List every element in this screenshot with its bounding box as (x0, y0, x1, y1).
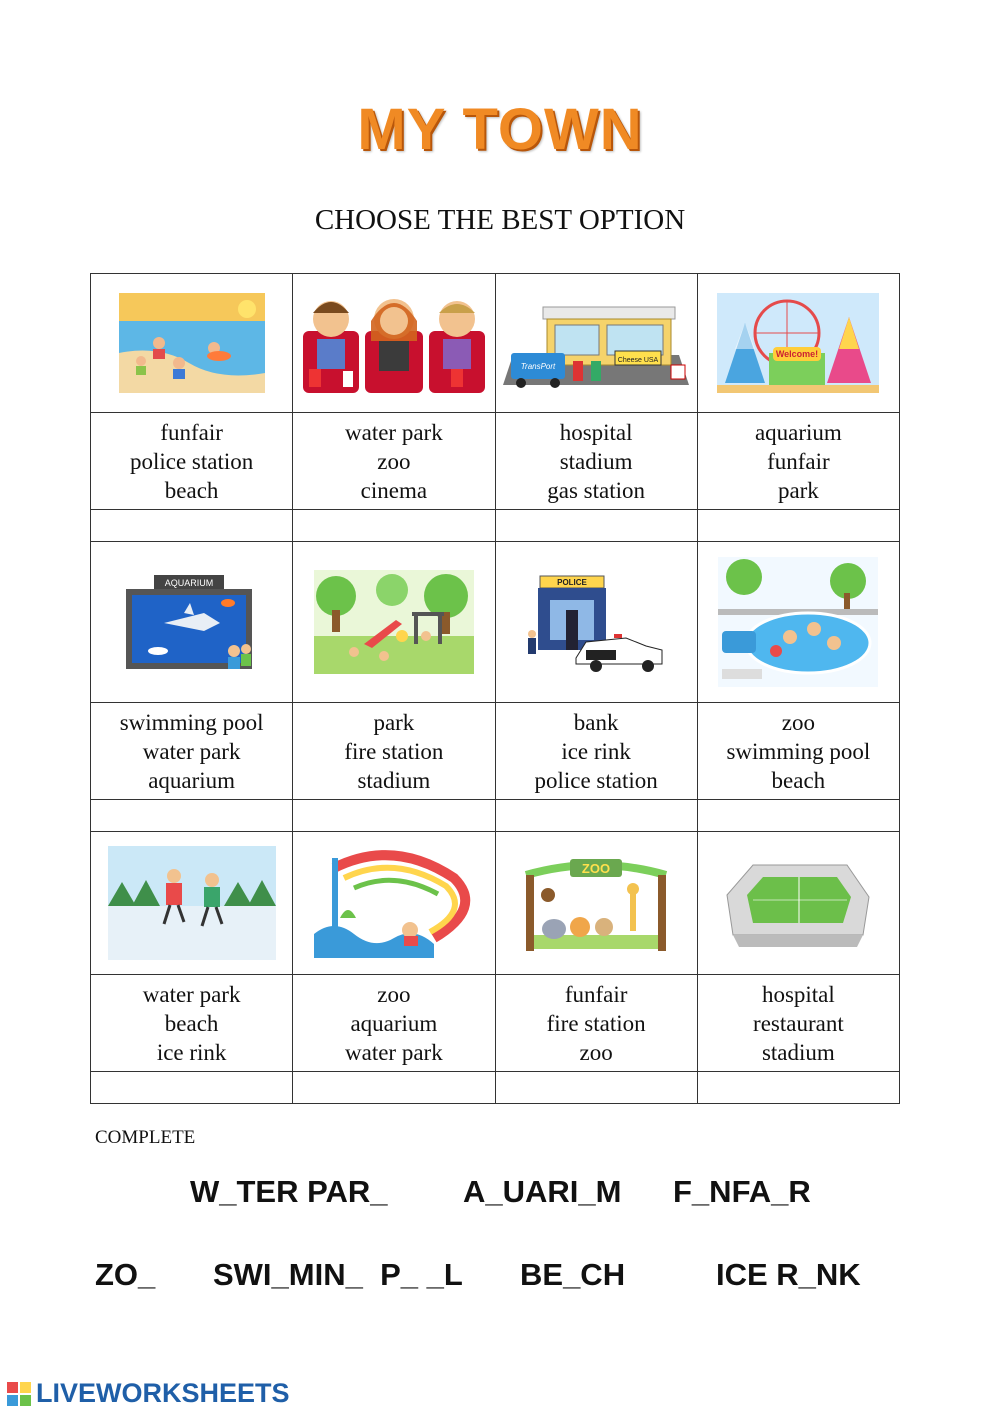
options-row (91, 413, 900, 510)
option-list (697, 975, 899, 1072)
picture-cell (293, 832, 495, 975)
transport-sign: TransPort (520, 362, 556, 371)
option-list (697, 413, 899, 510)
word-puzzle[interactable]: ICE R_NK (716, 1257, 861, 1292)
zoo-sign: ZOO (582, 861, 611, 876)
option[interactable]: stadium (357, 767, 431, 793)
option-list (495, 975, 697, 1072)
picture-cell (293, 542, 495, 703)
picture-cell (91, 832, 293, 975)
complete-heading: COMPLETE (95, 1127, 196, 1148)
picture-cell (495, 274, 697, 413)
option[interactable]: hospital (761, 981, 835, 1007)
option[interactable]: zoo (579, 1039, 613, 1065)
liveworksheets-logo-icon (6, 1381, 32, 1407)
options-row (91, 703, 900, 800)
option[interactable]: police station (534, 767, 658, 793)
option[interactable]: fire station (344, 738, 444, 764)
option[interactable]: water park (142, 981, 241, 1007)
option-list (293, 703, 495, 800)
option[interactable]: park (373, 709, 415, 735)
word-puzzle[interactable]: ZO_ (95, 1257, 156, 1292)
brand-footer (6, 1378, 290, 1409)
option[interactable]: beach (164, 1010, 219, 1036)
option[interactable]: water park (345, 419, 443, 445)
word-puzzle[interactable]: W_TER PAR_ (190, 1174, 388, 1209)
option[interactable]: beach (164, 477, 219, 503)
police-station-picture (526, 572, 666, 672)
picture-cell (293, 274, 495, 413)
aquarium-picture (124, 573, 260, 671)
option[interactable]: ice rink (561, 738, 631, 764)
swimming-pool-picture (718, 557, 878, 687)
word-puzzle[interactable]: F_NFA_R (673, 1174, 811, 1209)
option[interactable]: funfair (767, 448, 830, 474)
park-picture (314, 570, 474, 674)
option[interactable]: beach (771, 767, 826, 793)
answer-cell[interactable] (91, 1072, 293, 1104)
instruction-heading: CHOOSE THE BEST OPTION (314, 204, 686, 236)
brand-name: LIVEWORKSHEETS (36, 1378, 290, 1408)
police-sign: POLICE (557, 578, 588, 587)
page-title: MY TOWN (357, 97, 643, 162)
option-list (91, 413, 293, 510)
option[interactable]: aquarium (148, 767, 236, 793)
picture-cell (697, 542, 899, 703)
answer-cell[interactable] (293, 1072, 495, 1104)
option[interactable]: swimming pool (119, 709, 264, 735)
picture-cell (495, 542, 697, 703)
picture-cell (91, 542, 293, 703)
option[interactable]: zoo (377, 981, 411, 1007)
answer-row (91, 800, 900, 832)
option[interactable]: stadium (559, 448, 633, 474)
answer-cell[interactable] (293, 510, 495, 542)
picture-cell (697, 832, 899, 975)
answer-cell[interactable] (495, 510, 697, 542)
word-puzzle[interactable]: BE_CH (520, 1257, 626, 1292)
option[interactable]: police station (129, 448, 254, 474)
water-park-picture (314, 848, 474, 958)
option[interactable]: park (777, 477, 819, 503)
option[interactable]: hospital (559, 419, 633, 445)
option[interactable]: aquarium (754, 419, 842, 445)
answer-cell[interactable] (91, 800, 293, 832)
answer-row (91, 1072, 900, 1104)
aquarium-sign: AQUARIUM (164, 578, 213, 588)
option-list (293, 975, 495, 1072)
shop-sign: Cheese USA (617, 357, 659, 364)
option-list (91, 975, 293, 1072)
beach-picture (119, 293, 265, 393)
option[interactable]: ice rink (156, 1039, 227, 1065)
option-list (495, 413, 697, 510)
option[interactable]: zoo (781, 709, 815, 735)
option-list (91, 703, 293, 800)
answer-cell[interactable] (91, 510, 293, 542)
picture-cell (91, 274, 293, 413)
welcome-sign: Welcome! (776, 349, 819, 359)
cinema-picture (301, 291, 487, 395)
option-list (697, 703, 899, 800)
option[interactable]: bank (573, 709, 619, 735)
option[interactable]: cinema (360, 477, 428, 503)
answer-cell[interactable] (697, 510, 899, 542)
option[interactable]: swimming pool (726, 738, 871, 764)
option[interactable]: water park (142, 738, 241, 764)
option[interactable]: zoo (377, 448, 411, 474)
word-puzzle[interactable]: SWI_MIN_ P_ _L (213, 1257, 463, 1292)
options-row (91, 975, 900, 1072)
answer-cell[interactable] (495, 1072, 697, 1104)
picture-row (91, 832, 900, 975)
answer-cell[interactable] (697, 800, 899, 832)
picture-row (91, 542, 900, 703)
picture-cell (697, 274, 899, 413)
answer-row (91, 510, 900, 542)
stadium-picture (723, 855, 873, 951)
choice-table (90, 273, 900, 1104)
option[interactable]: aquarium (350, 1010, 438, 1036)
picture-row (91, 274, 900, 413)
option[interactable]: funfair (564, 981, 628, 1007)
picture-cell (495, 832, 697, 975)
answer-cell[interactable] (293, 800, 495, 832)
word-puzzle[interactable]: A_UARI_M (463, 1174, 622, 1209)
answer-cell[interactable] (697, 1072, 899, 1104)
option[interactable]: fire station (546, 1010, 646, 1036)
option[interactable]: stadium (761, 1039, 835, 1065)
answer-cell[interactable] (495, 800, 697, 832)
option-list (495, 703, 697, 800)
gas-station-picture (503, 291, 689, 395)
zoo-picture (520, 855, 672, 951)
option[interactable]: restaurant (753, 1010, 844, 1036)
option-list (293, 413, 495, 510)
option[interactable]: funfair (160, 419, 223, 445)
funfair-picture (717, 293, 879, 393)
ice-rink-picture (108, 846, 276, 960)
option[interactable]: water park (345, 1039, 443, 1065)
option[interactable]: gas station (547, 477, 645, 503)
